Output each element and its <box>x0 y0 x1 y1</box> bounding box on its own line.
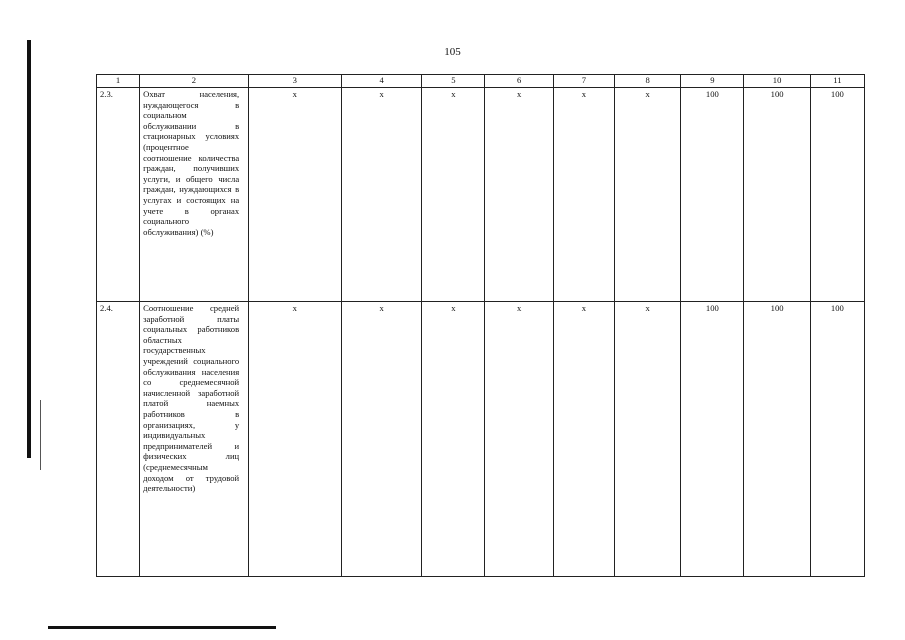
page-number: 105 <box>444 46 461 58</box>
column-header: 11 <box>810 75 864 88</box>
column-header: 6 <box>485 75 553 88</box>
table-cell: х <box>248 302 341 577</box>
table-cell: х <box>485 302 553 577</box>
table-cell: х <box>614 88 680 302</box>
row-number: 2.3. <box>97 88 140 302</box>
table-cell: 100 <box>810 302 864 577</box>
column-header: 9 <box>681 75 744 88</box>
column-header: 4 <box>341 75 421 88</box>
table-cell: х <box>248 88 341 302</box>
table-row <box>97 88 865 302</box>
scan-edge-left <box>27 40 31 458</box>
scan-edge-bottom <box>48 626 276 629</box>
row-number: 2.4. <box>97 302 140 577</box>
table-cell: х <box>341 88 421 302</box>
table-cell: х <box>422 302 485 577</box>
table-cell: 100 <box>744 88 810 302</box>
table-cell: х <box>422 88 485 302</box>
table-cell: 100 <box>681 302 744 577</box>
column-header: 2 <box>140 75 248 88</box>
indicator-text: Охват населения, нуждающегося в социальном обслуживании в стационарных условиях (процентное соотношение количества граждан, получивших услуги, и общего числа граждан, нуждающихся в услугах и состоящих на учете в органах социального обслуживания) (%) <box>143 89 240 237</box>
indicator-description <box>140 88 248 302</box>
table-cell: 100 <box>681 88 744 302</box>
column-header: 8 <box>614 75 680 88</box>
column-header: 10 <box>744 75 810 88</box>
scan-edge-left-thin <box>40 400 41 470</box>
table-row <box>97 302 865 577</box>
table-cell: х <box>341 302 421 577</box>
column-header: 5 <box>422 75 485 88</box>
column-header: 7 <box>553 75 614 88</box>
table-cell: х <box>553 88 614 302</box>
table-cell: 100 <box>810 88 864 302</box>
table-cell: 100 <box>744 302 810 577</box>
column-number-row <box>97 75 865 88</box>
table-cell: х <box>485 88 553 302</box>
table-cell: х <box>553 302 614 577</box>
indicator-description <box>140 302 248 577</box>
table-cell: х <box>614 302 680 577</box>
column-header: 3 <box>248 75 341 88</box>
column-header: 1 <box>97 75 140 88</box>
indicator-text: Соотношение средней заработной платы социальных работников областных государственных учреждений социального обслуживания населения со среднемесячной начисленной заработной платой наемных работников в организациях, у индивидуальных предпринимателей и физических лиц (среднемесячным доходом от трудовой деятельности) <box>143 303 240 494</box>
indicator-table <box>96 74 865 577</box>
